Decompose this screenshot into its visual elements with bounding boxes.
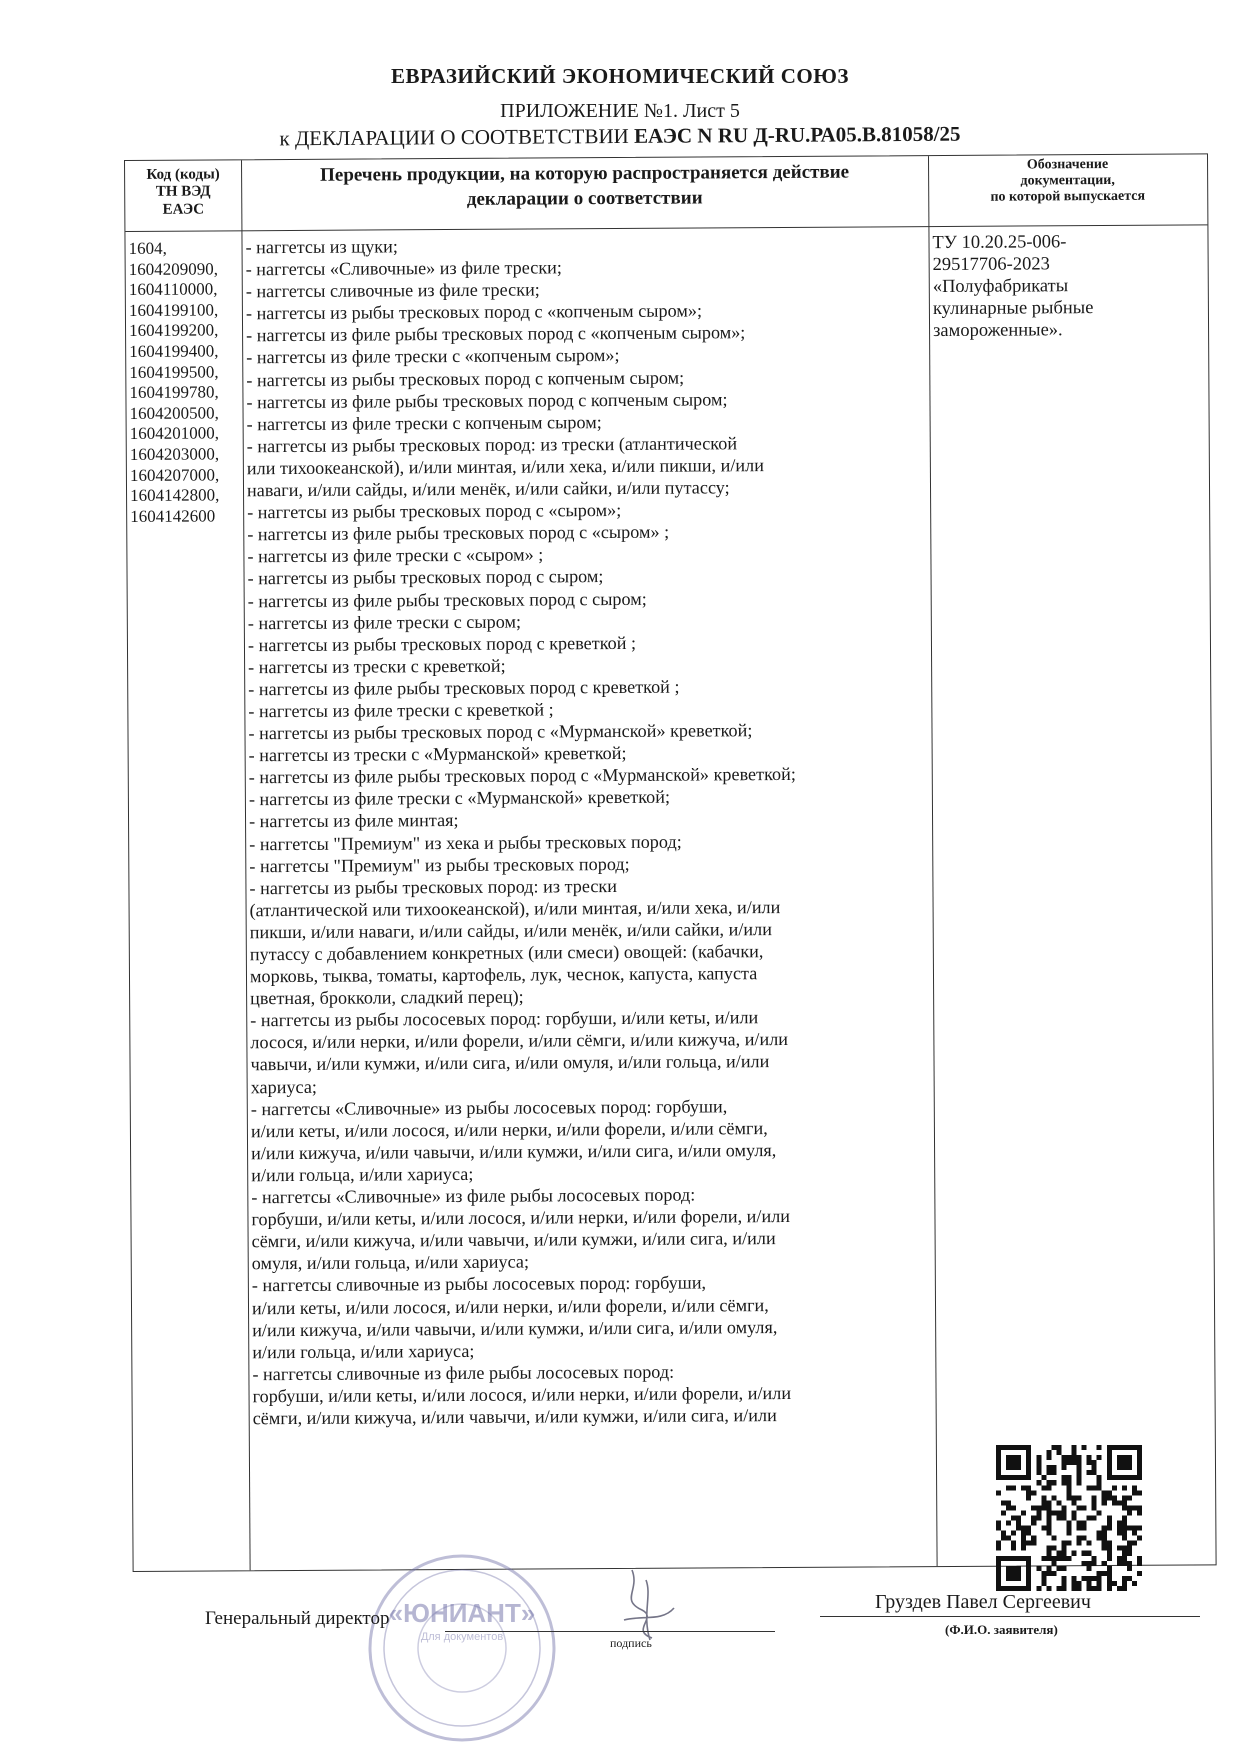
product-line: сёмги, и/или кижуча, и/или чавычи, и/или кумжи, и/или сига, и/или xyxy=(252,1405,777,1429)
product-line: - наггетсы из филе рыбы тресковых пород с «копченым сыром»; xyxy=(246,322,746,346)
name-caption: (Ф.И.О. заявителя) xyxy=(945,1622,1058,1637)
documentation-line: ТУ 10.20.25-006- xyxy=(932,232,1067,254)
company-stamp-icon xyxy=(362,1548,562,1748)
product-line: и/или гольца, и/или хариуса; xyxy=(252,1340,475,1362)
product-line: - наггетсы из рыбы тресковых пород с «сыром»; xyxy=(247,500,622,523)
declaration-number: ЕАЭС N RU Д-RU.РА05.В.81058/25 xyxy=(633,121,961,148)
product-line: - наггетсы из рыбы тресковых пород с креветкой ; xyxy=(247,632,637,655)
product-line: - наггетсы "Премиум" из хека и рыбы тресковых пород; xyxy=(249,831,682,854)
product-line: - наггетсы сливочные из филе рыбы лососевых пород: xyxy=(252,1361,675,1385)
tn-ved-code: 1604201000, xyxy=(129,423,219,444)
product-line: цветная, брокколи, сладкий перец); xyxy=(250,986,524,1009)
product-line: - наггетсы из рыбы тресковых пород с «копченым сыром»; xyxy=(245,300,703,324)
declaration-title xyxy=(0,120,1240,154)
product-line: - наггетсы из трески с креветкой; xyxy=(248,655,506,678)
product-line: - наггетсы из филе трески с креветкой ; xyxy=(248,699,554,722)
product-line: - наггетсы «Сливочные» из филе рыбы лососевых пород: xyxy=(251,1184,696,1208)
tn-ved-code: 1604200500, xyxy=(129,403,219,423)
product-line: омуля, и/или гольца, и/или хариуса; xyxy=(251,1251,530,1274)
tn-ved-code: 1604199200, xyxy=(128,320,219,341)
documentation-line: кулинарные рыбные xyxy=(932,298,1094,320)
tn-ved-code: 1604142800, xyxy=(129,485,220,506)
product-line: и/или кижуча, и/или чавычи, и/или кумжи, и/или сига, и/или омуля, xyxy=(252,1316,778,1340)
product-list xyxy=(245,232,932,1429)
product-line: пикши, и/или наваги, и/или сайды, и/или менёк, и/или сайки, и/или xyxy=(249,918,773,943)
product-line: - наггетсы из рыбы тресковых пород: из трески xyxy=(249,875,618,898)
tn-ved-code: 1604207000, xyxy=(129,464,220,485)
tn-ved-code: 1604199780, xyxy=(129,382,219,403)
tn-ved-code: 1604110000, xyxy=(128,279,218,300)
product-line: морковь, тыква, томаты, картофель, лук, чеснок, капуста, капуста xyxy=(249,963,758,987)
product-line: - наггетсы из рыбы тресковых пород с копченым сыром; xyxy=(246,367,685,390)
product-line: - наггетсы из филе рыбы тресковых пород с «сыром» ; xyxy=(247,521,670,545)
signatory-title: Генеральный директор xyxy=(205,1608,390,1629)
product-line: - наггетсы из рыбы тресковых пород с «Мурманской» креветкой; xyxy=(248,720,753,744)
signature-line xyxy=(445,1631,775,1632)
union-title: ЕВРАЗИЙСКИЙ ЭКОНОМИЧЕСКИЙ СОЮЗ xyxy=(391,64,849,88)
product-line: - наггетсы "Премиум" из рыбы тресковых пород; xyxy=(249,853,630,876)
product-line: - наггетсы из филе трески с сыром; xyxy=(247,611,522,633)
tn-ved-code: 1604209090, xyxy=(128,259,218,279)
documentation-line: «Полуфабрикаты xyxy=(932,276,1069,298)
product-line: - наггетсы из филе рыбы тресковых пород с креветкой ; xyxy=(248,676,680,700)
product-line: - наггетсы из трески с «Мурманской» креветкой; xyxy=(248,743,627,766)
product-line: - наггетсы из филе минтая; xyxy=(248,810,459,832)
product-line: (атлантической или тихоокеанской), и/или минтая, и/или хека, и/или xyxy=(249,896,781,921)
product-line: - наггетсы из филе трески с «Мурманской» креветкой; xyxy=(248,787,671,810)
product-line: и/или гольца, и/или хариуса; xyxy=(251,1163,474,1186)
product-line: горбуши, и/или кеты, и/или лосося, и/или нерки, и/или форели, и/или xyxy=(252,1382,792,1407)
product-line: - наггетсы сливочные из филе трески; xyxy=(245,279,540,302)
product-line: - наггетсы из филе рыбы тресковых пород с копченым сыром; xyxy=(246,388,728,412)
signature-caption: подпись xyxy=(610,1636,652,1650)
product-line: - наггетсы «Сливочные» из рыбы лососевых пород: горбуши, xyxy=(250,1095,728,1119)
tn-ved-code: 1604199100, xyxy=(128,300,219,320)
product-line: - наггетсы из рыбы лососевых пород: горбуши, и/или кеты, и/или xyxy=(250,1007,759,1031)
product-line: - наггетсы из филе трески с «копченым сыром»; xyxy=(246,345,620,368)
product-line: - наггетсы из филе рыбы тресковых пород с сыром; xyxy=(247,588,647,611)
product-line: горбуши, и/или кеты, и/или лосося, и/или нерки, и/или форели, и/или xyxy=(251,1206,791,1230)
product-line: и/или кижуча, и/или чавычи, и/или кумжи, и/или сига, и/или омуля, xyxy=(251,1139,777,1164)
product-line: и/или кеты, и/или лосося, и/или нерки, и/или форели, и/или сёмги, xyxy=(251,1294,769,1318)
tn-ved-code: 1604199400, xyxy=(129,341,219,361)
signatory-name: Груздев Павел Сергеевич xyxy=(875,1591,1091,1613)
product-line: и/или кеты, и/или лосося, и/или нерки, и/или форели, и/или сёмги, xyxy=(250,1117,768,1141)
appendix-title: ПРИЛОЖЕНИЕ №1. Лист 5 xyxy=(500,100,740,122)
product-line: - наггетсы из щуки; xyxy=(245,236,398,258)
product-line: - наггетсы сливочные из рыбы лососевых пород: горбуши, xyxy=(251,1272,707,1296)
product-line: - наггетсы из филе рыбы тресковых пород с «Мурманской» креветкой; xyxy=(248,764,796,788)
product-line: - наггетсы «Сливочные» из филе трески; xyxy=(245,257,562,280)
tn-ved-code: 1604199500, xyxy=(129,361,219,382)
product-line: - наггетсы из филе трески с копченым сыром; xyxy=(246,411,602,435)
documentation-line: 29517706-2023 xyxy=(932,254,1050,276)
documentation-column-header: Обозначение документации, по которой выпускается xyxy=(990,156,1146,205)
stamp-subtext: Для документов xyxy=(420,1631,504,1643)
tn-ved-codes xyxy=(128,238,242,527)
name-line xyxy=(820,1616,1200,1617)
tn-ved-code: 1604203000, xyxy=(129,444,220,464)
tn-ved-code: 1604142600 xyxy=(130,506,216,526)
product-line: - наггетсы из рыбы тресковых пород: из трески (атлантической xyxy=(246,433,738,457)
declaration-prefix: к ДЕКЛАРАЦИИ О СООТВЕТСТВИИ xyxy=(279,123,629,151)
tn-ved-code: 1604, xyxy=(128,238,167,258)
products-table xyxy=(124,153,1217,1572)
qr-code-icon xyxy=(996,1445,1142,1591)
product-line: или тихоокеанской), и/или минтая, и/или хека, и/или пикши, и/или xyxy=(246,455,764,479)
stamp-name: «ЮНИАНТ» xyxy=(388,1598,536,1628)
product-line: хариуса; xyxy=(250,1076,318,1097)
product-line: путассу с добавлением конкретных (или смеси) овощей: (кабачки, xyxy=(249,941,764,965)
product-line: сёмги, и/или кижуча, и/или чавычи, и/или кумжи, и/или сига, и/или xyxy=(251,1228,776,1252)
product-line: - наггетсы из филе трески с «сыром» ; xyxy=(247,544,544,567)
product-line: - наггетсы из рыбы тресковых пород с сыром; xyxy=(247,566,604,589)
product-line: наваги, и/или сайды, и/или менёк, и/или сайки, и/или путассу; xyxy=(246,477,730,501)
code-column-header: Код (коды) ТН ВЭД ЕАЭС xyxy=(146,166,220,218)
product-line: лосося, и/или нерки, и/или форели, и/или сёмги, и/или кижуча, и/или xyxy=(250,1029,789,1053)
product-list-column-header: Перечень продукции, на которую распространяется действие декларации о соответствии xyxy=(320,161,850,210)
product-line: чавычи, и/или кумжи, и/или сига, и/или омуля, и/или гольца, и/или xyxy=(250,1051,770,1075)
documentation-line: замороженные». xyxy=(932,320,1063,342)
documentation-cell xyxy=(932,230,1205,342)
